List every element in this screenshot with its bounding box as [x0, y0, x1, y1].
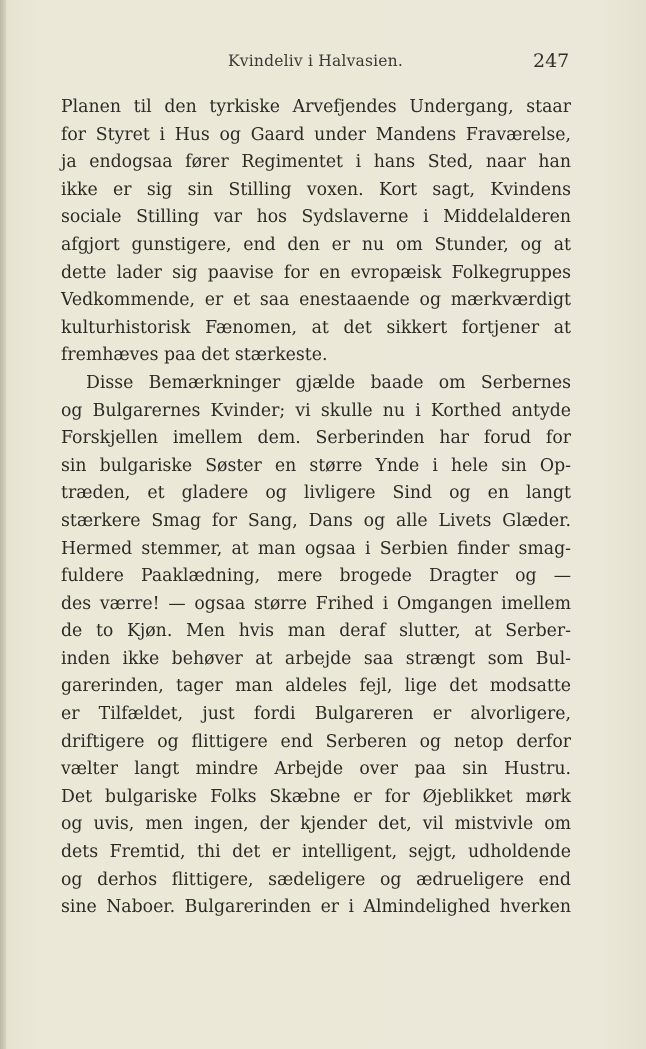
text-line: og derhos flittigere, sædeligere og ædrueligere end [61, 869, 571, 890]
text-line: dette lader sig paavise for en evropæisk Folkegruppes [61, 262, 571, 283]
text-line: stærkere Smag for Sang, Dans og alle Livets Glæder. [61, 510, 571, 531]
text-line: Det bulgariske Folks Skæbne er for Øjeblikket mørk [61, 786, 571, 807]
text-line: sin bulgariske Søster en større Ynde i hele sin Op- [61, 455, 571, 476]
running-title: Kvindeliv i Halvasien. [228, 52, 403, 70]
text-line: træden, et gladere og livligere Sind og en langt [61, 483, 571, 504]
text-line: Hermed stemmer, at man ogsaa i Serbien finder smag- [61, 538, 571, 559]
text-line: fremhæves paa det stærkeste. [61, 345, 328, 366]
text-line: ikke er sig sin Stilling voxen. Kort sagt, Kvindens [61, 179, 571, 200]
text-line: inden ikke behøver at arbejde saa strængt som Bul- [61, 648, 571, 669]
text-line: sine Naboer. Bulgarerinden er i Almindelighed hverken [61, 897, 571, 918]
text-line: for Styret i Hus og Gaard under Mandens Fraværelse, [61, 124, 571, 145]
page-binding-edge [0, 0, 6, 1049]
page-number: 247 [533, 50, 570, 72]
text-line: Forskjellen imellem dem. Serberinden har forud for [61, 428, 571, 449]
text-line: og uvis, men ingen, der kjender det, vil mistvivle om [61, 814, 571, 835]
text-line: er Tilfældet, just fordi Bulgareren er alvorligere, [61, 704, 571, 725]
text-line: sociale Stilling var hos Sydslaverne i Middelalderen [61, 207, 571, 228]
text-line: Disse Bemærkninger gjælde baade om Serbernes [86, 372, 571, 393]
text-line: vælter langt mindre Arbejde over paa sin Hustru. [61, 759, 571, 780]
text-line: driftigere og flittigere end Serberen og netop derfor [61, 731, 571, 752]
text-line: Vedkommende, er et saa enestaaende og mærkværdigt [61, 290, 571, 311]
page-header [0, 50, 646, 80]
text-line: kulturhistorisk Fænomen, at det sikkert fortjener at [61, 317, 571, 338]
text-line: de to Kjøn. Men hvis man deraf slutter, at Serber- [61, 621, 571, 642]
text-line: og Bulgarernes Kvinder; vi skulle nu i Korthed antyde [61, 400, 571, 421]
text-line: garerinden, tager man aldeles fejl, lige det modsatte [61, 676, 571, 697]
text-line: afgjort gunstigere, end den er nu om Stunder, og at [61, 234, 571, 255]
body-text [61, 94, 571, 922]
text-line: dets Fremtid, thi det er intelligent, sejgt, udholdende [61, 842, 571, 863]
text-line: des værre! — ogsaa større Frihed i Omgangen imellem [61, 593, 571, 614]
text-line: ja endogsaa fører Regimentet i hans Sted, naar han [61, 152, 571, 173]
text-line: fuldere Paaklædning, mere brogede Dragter og — [61, 566, 571, 587]
text-line: Planen til den tyrkiske Arvefjendes Undergang, staar [61, 97, 571, 117]
